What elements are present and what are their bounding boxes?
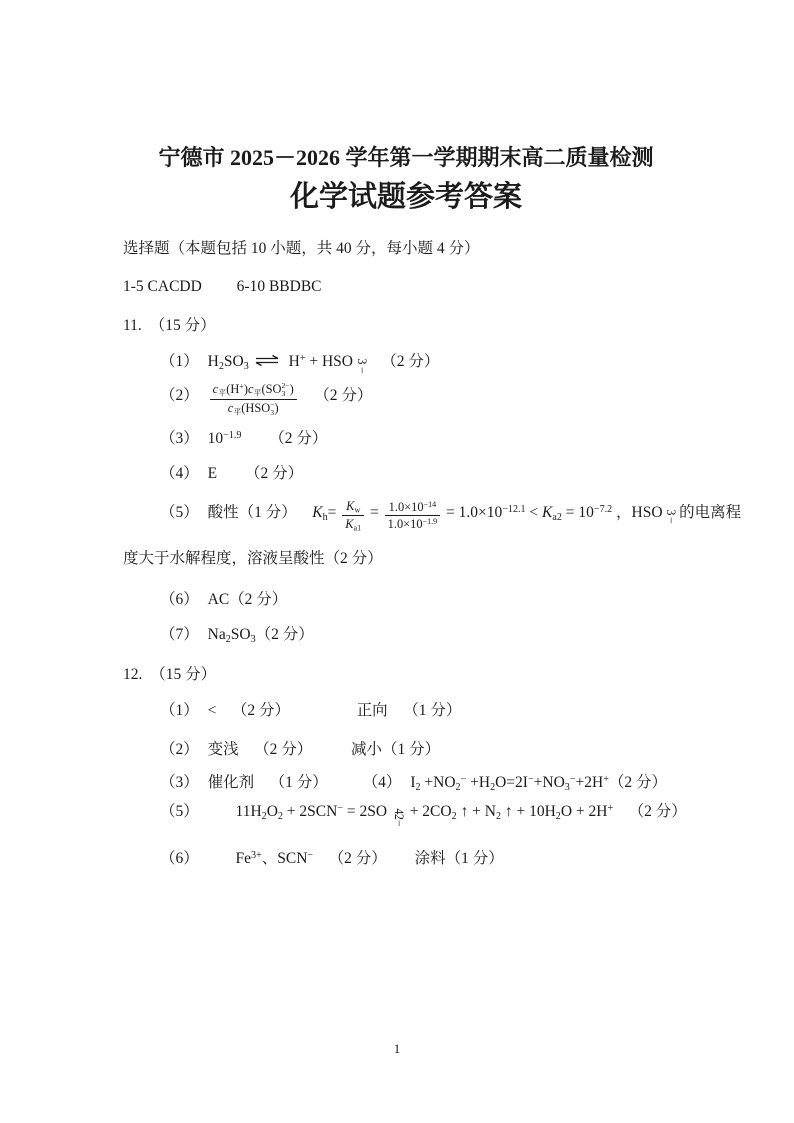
formula-text: w (354, 504, 361, 514)
answer-row-q11-5 (123, 498, 742, 535)
item-label: （6） (160, 590, 199, 608)
item-label: （5） (160, 503, 199, 521)
formula-text: Fe (235, 849, 252, 867)
question-11-points: （15 分） (149, 316, 216, 334)
formula-text: 2 (277, 810, 283, 822)
question-12-heading (123, 664, 689, 686)
item-label: （2） (160, 740, 199, 758)
formula-text: Na (207, 626, 226, 644)
formula-text: 3 (250, 634, 256, 646)
item-label: （2） (160, 386, 199, 404)
formula-text: + (239, 381, 244, 391)
document-subtitle: 化学试题参考答案 (289, 180, 522, 213)
fraction (210, 381, 297, 418)
formula-text: +NO (533, 774, 565, 792)
formula-text: 2 (455, 782, 461, 794)
item-formula (208, 465, 304, 482)
formula-text: 正向 (356, 702, 388, 720)
formula-text: (SO (261, 381, 282, 396)
answer-row-q12-1 (123, 700, 689, 722)
item-formula (207, 353, 440, 374)
formula-text: 平 (253, 388, 262, 398)
formula-text: （2 分） (254, 740, 313, 758)
formula-text: AC（2 分） (207, 590, 288, 608)
rotated-top: 3 (354, 358, 369, 365)
page-number: 1 (393, 1041, 401, 1056)
formula-text: = (327, 503, 341, 521)
fraction (342, 498, 364, 535)
formula-text: − (569, 774, 576, 786)
superscript: − (270, 400, 275, 410)
formula-text: − (307, 849, 314, 861)
formula-text: （2 分） (381, 353, 440, 371)
formula-text: (H (226, 381, 240, 396)
formula-text: （1 分） (403, 702, 462, 720)
formula-text: （1 分） (269, 774, 328, 792)
formula-text: 11H (235, 802, 262, 820)
answer-continuation-line: 度大于水解程度，溶液呈酸性（2 分） (123, 550, 383, 568)
formula-text: SO (230, 626, 251, 644)
formula-text: = 2SO (343, 802, 391, 820)
formula-text: 酸性（1 分） (207, 503, 297, 521)
item-label: （7） (160, 626, 199, 644)
formula-text: 2 (225, 634, 231, 646)
item-label: （1） (160, 353, 199, 371)
formula-text: （2 分） (231, 702, 291, 720)
item-label: （6） (160, 849, 199, 867)
answer-row-q11-4 (123, 463, 689, 485)
formula-text: 1.0×10 (388, 500, 424, 515)
formula-text: K (345, 517, 354, 532)
formula-text: −1.9 (422, 517, 438, 527)
item-label: （3） (160, 429, 199, 447)
formula-text: 涂料（1 分） (414, 849, 504, 867)
formula-text: −7.2 (593, 503, 613, 515)
formula-text: O=2I (495, 774, 528, 792)
formula-text: − (460, 774, 467, 786)
formula-text: ) (274, 400, 279, 415)
formula-text: −14 (423, 500, 437, 510)
rotated-charge-glyph (391, 807, 406, 827)
formula-text: a2 (552, 511, 562, 523)
answer-row-q11-3 (123, 428, 689, 450)
rotated-bottom: 2− (391, 813, 406, 827)
document-title: 宁德市 2025－2026 学年第一学期期末高二质量检测 (158, 145, 654, 170)
fraction-numerator (342, 498, 364, 517)
formula-text: 1.0×10 (387, 517, 423, 532)
formula-text: + (299, 353, 306, 365)
formula-text: a1 (353, 523, 362, 533)
formula-text: < (207, 702, 217, 720)
formula-text: < (525, 503, 543, 521)
item-label: （4） (362, 774, 402, 792)
formula-text: ↑ + 10H (500, 802, 556, 820)
mc-answers-6-10: 6-10 BBDBC (236, 278, 322, 296)
formula-text: 2 (415, 782, 421, 794)
item-formula (208, 702, 462, 719)
item-formula (208, 774, 328, 791)
formula-text: +NO (420, 774, 456, 792)
rotated-bottom: − (664, 517, 679, 525)
multiple-choice-section-note: 选择题（本题包括 10 小题，共 40 分，每小题 4 分） (123, 239, 480, 257)
formula-text: H (207, 353, 219, 371)
formula-text: K (542, 503, 553, 521)
formula-text: = 1.0×10 (442, 503, 503, 521)
item-formula (208, 741, 441, 758)
formula-text: ) (289, 381, 294, 396)
item-label: （1） (160, 702, 199, 720)
formula-text: 、SCN (261, 849, 308, 867)
formula-text: = 10 (561, 503, 594, 521)
formula-text: ↑ + N (456, 802, 496, 820)
fraction-numerator (385, 499, 440, 516)
superscript: 2− (281, 381, 290, 391)
rotated-top: 4 (391, 808, 406, 815)
formula-text: H (284, 353, 300, 371)
answer-row-q12-5 (123, 801, 689, 825)
formula-text: + (607, 802, 614, 814)
rotated-top: 3 (664, 509, 679, 516)
fraction-denominator (210, 400, 297, 418)
item-formula (208, 850, 504, 867)
formula-text: K (312, 503, 323, 521)
fraction (385, 499, 440, 532)
answer-row-q11-1 (123, 351, 689, 375)
question-12-number: 12. (123, 665, 143, 683)
formula-text: + (603, 774, 609, 786)
formula-text: 3 (243, 361, 249, 373)
equilibrium-arrow-icon (253, 352, 281, 374)
item-formula (410, 774, 668, 794)
formula-text: 平 (233, 407, 242, 417)
formula-text: c (227, 400, 234, 415)
formula-text: 催化剂 (207, 774, 255, 792)
formula-text: 10 (207, 429, 224, 447)
formula-text: −12.1 (502, 503, 526, 515)
item-label: （3） (160, 774, 199, 792)
item-label: （5） (160, 802, 199, 820)
formula-text: （2 分） (608, 774, 668, 792)
formula-text: 3 (564, 782, 570, 794)
answer-row-q11-7 (123, 624, 689, 648)
formula-text: （2 分） (628, 802, 687, 820)
formula-text: （2 分） (314, 386, 373, 404)
formula-text: ，HSO (612, 503, 667, 521)
formula-text: O (266, 802, 278, 820)
fraction-denominator (385, 516, 440, 532)
formula-text: + 2CO (405, 802, 452, 820)
question-11-number: 11. (123, 316, 142, 334)
item-formula (208, 430, 328, 447)
formula-text: + 2SCN (282, 802, 338, 820)
formula-text: 的电离程 (675, 503, 742, 521)
formula-text: − (527, 774, 534, 786)
document-content (123, 0, 742, 870)
answer-row-q12-2 (123, 739, 689, 761)
answer-row-q12-3-4 (123, 772, 689, 796)
formula-text: + HSO (305, 353, 357, 371)
formula-text: ) (243, 381, 248, 396)
item-formula (208, 381, 373, 418)
formula-text: K (346, 498, 355, 513)
formula-text: 3+ (251, 849, 262, 861)
rotated-charge-glyph (354, 357, 369, 374)
formula-text: I (410, 774, 416, 792)
formula-text: − (337, 802, 344, 814)
formula-text: （2 分） (328, 849, 387, 867)
answer-row-q12-6 (123, 848, 689, 870)
formula-text: +2H (575, 774, 604, 792)
item-label: （4） (160, 465, 199, 483)
formula-text: （2 分） (245, 465, 304, 483)
formula-text: h (322, 511, 328, 523)
mc-answers-1-5: 1-5 CACDD (123, 278, 202, 296)
multiple-choice-answers (123, 276, 689, 298)
item-formula (207, 626, 314, 646)
formula-text: 2 (495, 810, 501, 822)
rotated-charge-glyph (664, 508, 679, 525)
formula-text: O + 2H (560, 802, 608, 820)
answer-row-q11-6 (123, 589, 689, 611)
item-formula (208, 591, 288, 608)
fraction-denominator (342, 516, 364, 534)
item-formula (208, 802, 687, 827)
answer-row-q11-2 (123, 381, 689, 418)
formula-text: 减小（1 分） (351, 740, 441, 758)
question-11-heading (123, 315, 689, 337)
formula-text: c (247, 381, 254, 396)
formula-text: −1.9 (223, 429, 242, 441)
formula-text: SO (223, 353, 244, 371)
rotated-bottom: − (354, 366, 369, 374)
formula-text: (HSO (241, 400, 271, 415)
formula-text: +H (466, 774, 491, 792)
formula-text: 2 (451, 810, 457, 822)
formula-text: 平 (218, 388, 227, 398)
subscript: 3 (270, 408, 275, 418)
fraction-numerator (210, 381, 297, 400)
formula-text: （2 分） (255, 626, 314, 644)
formula-text: E (207, 465, 218, 483)
formula-text: = (366, 503, 383, 521)
formula-text: 变浅 (207, 740, 239, 758)
question-12-points: （15 分） (150, 665, 217, 683)
formula-text: 2 (555, 810, 561, 822)
subscript: 3 (281, 389, 286, 399)
sub-sup-stack (281, 382, 289, 398)
formula-text: 2 (490, 782, 496, 794)
formula-text: 2 (261, 810, 267, 822)
formula-text: c (212, 381, 219, 396)
formula-text: （2 分） (269, 429, 328, 447)
formula-text: 2 (218, 361, 224, 373)
